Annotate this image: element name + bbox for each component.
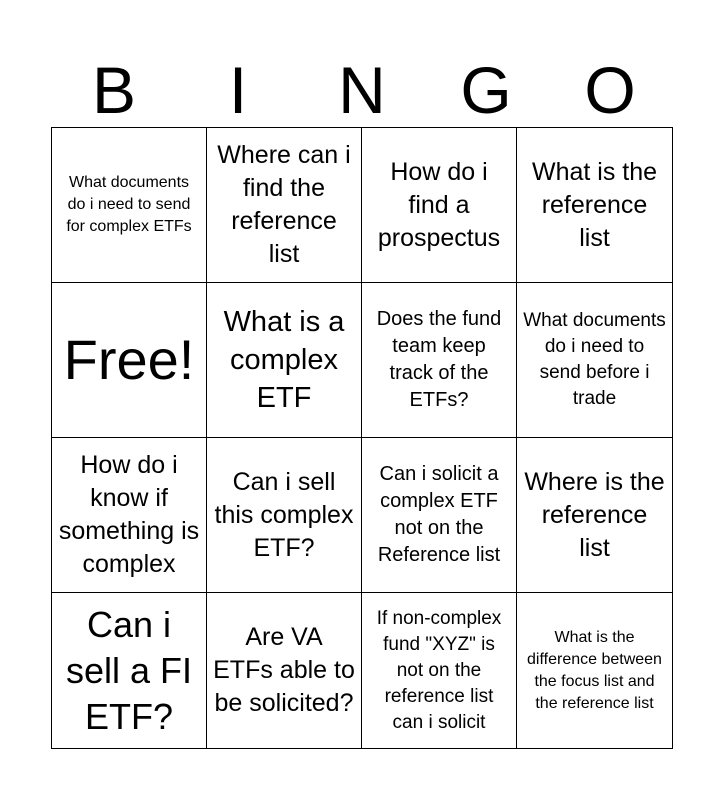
bingo-cell-r1-c2[interactable]: Where can i find the reference list	[207, 128, 362, 283]
bingo-cell-r3-c3[interactable]: Can i solicit a complex ETF not on the Reference list	[362, 438, 517, 593]
bingo-cell-r2-c3[interactable]: Does the fund team keep track of the ETFs?	[362, 283, 517, 438]
bingo-cell-r3-c2[interactable]: Can i sell this complex ETF?	[207, 438, 362, 593]
bingo-cell-r3-c4[interactable]: Where is the reference list	[517, 438, 672, 593]
bingo-cell-r4-c2[interactable]: Are VA ETFs able to be solicited?	[207, 593, 362, 748]
bingo-cell-r4-c3[interactable]: If non-complex fund "XYZ" is not on the reference list can i solicit	[362, 593, 517, 748]
bingo-cell-r1-c4[interactable]: What is the reference list	[517, 128, 672, 283]
bingo-cell-free[interactable]: Free!	[52, 283, 207, 438]
bingo-card-grid	[51, 127, 673, 749]
header-letter-b: B	[91, 53, 137, 127]
bingo-cell-r3-c1[interactable]: How do i know if something is complex	[52, 438, 207, 593]
header-letter-i: I	[228, 53, 248, 127]
bingo-cell-r2-c2[interactable]: What is a complex ETF	[207, 283, 362, 438]
bingo-cell-r1-c3[interactable]: How do i find a prospectus	[362, 128, 517, 283]
bingo-cell-r2-c4[interactable]: What documents do i need to send before i trade	[517, 283, 672, 438]
bingo-header	[52, 52, 672, 128]
header-letter-o: O	[584, 53, 636, 127]
bingo-cell-r1-c1[interactable]: What documents do i need to send for complex ETFs	[52, 128, 207, 283]
header-letter-g: G	[460, 53, 512, 127]
bingo-cell-r4-c1[interactable]: Can i sell a FI ETF?	[52, 593, 207, 748]
bingo-cell-r4-c4[interactable]: What is the difference between the focus list and the reference list	[527, 628, 662, 712]
header-letter-n: N	[338, 53, 386, 127]
